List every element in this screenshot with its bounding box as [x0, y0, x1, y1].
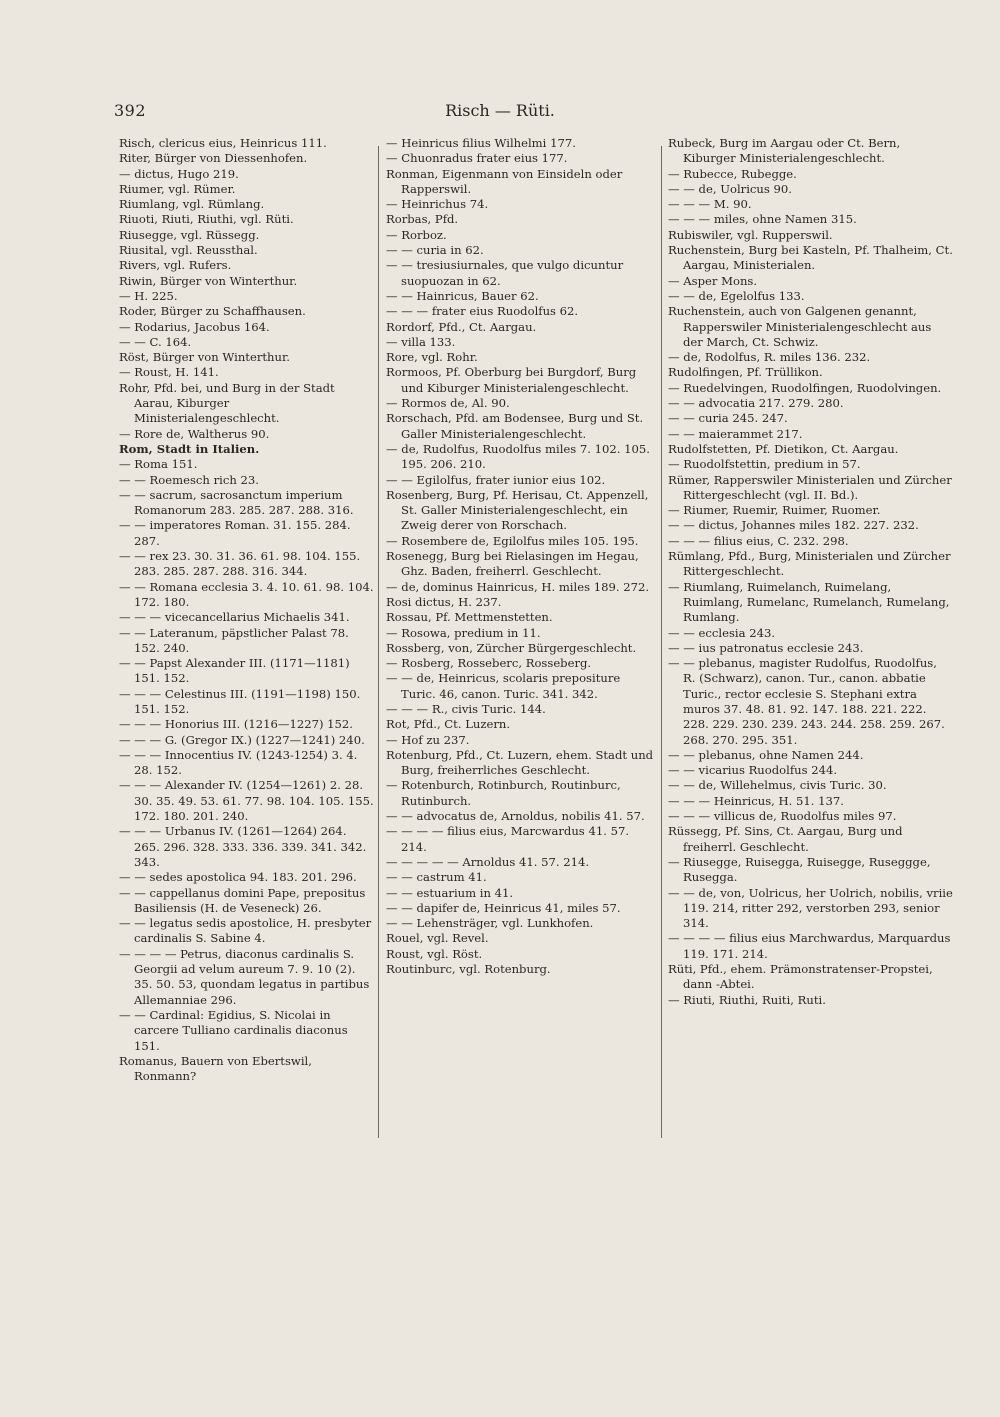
index-entry: — — advocatia 217. 279. 280. [668, 396, 844, 411]
index-entry: — — sacrum, sacrosanctum imperium Romanorum 283. 285. 287. 288. 316. [119, 487, 354, 518]
index-entry: Roder, Bürger zu Schaffhausen. [119, 304, 306, 319]
index-entry: — Chuonradus frater eius 177. [386, 151, 568, 166]
index-entry: — — — vicecancellarius Michaelis 341. [119, 610, 350, 625]
index-entry: — — cappellanus domini Pape, prepositus Basiliensis (H. de Veseneck) 26. [119, 885, 366, 915]
index-entry: — — dapifer de, Heinricus 41, miles 57. [386, 900, 621, 915]
index-entry: — — de, Egelolfus 133. [668, 288, 805, 303]
index-entry: — — vicarius Ruodolfus 244. [668, 763, 838, 778]
index-entry: — Ruodolfstettin, predium in 57. [668, 457, 861, 472]
index-column-2 [386, 136, 658, 977]
index-entry: — — — Alexander IV. (1254—1261) 2. 28. 30. 35. 49. 53. 61. 77. 98. 104. 105. 155. 172. 180. 201. 240. [119, 778, 374, 824]
index-entry: — Riuti, Riuthi, Ruiti, Ruti. [668, 992, 826, 1007]
index-column-3 [668, 136, 953, 1008]
column-divider [378, 146, 379, 1138]
index-entry: — — Roemesch rich 23. [119, 472, 259, 487]
index-entry: — — — — — Arnoldus 41. 57. 214. [386, 854, 590, 869]
index-entry: — — castrum 41. [386, 870, 487, 885]
index-entry: — — maierammet 217. [668, 426, 803, 441]
column-divider [661, 146, 662, 1138]
index-entry: Roust, vgl. Röst. [386, 946, 483, 961]
index-entry: — — — R., civis Turic. 144. [386, 701, 546, 716]
index-entry: — H. 225. [119, 288, 178, 303]
index-entry: — de, Rudolfus, Ruodolfus miles 7. 102. 105. 195. 206. 210. [386, 441, 650, 472]
index-entry: Rohr, Pfd. bei, und Burg in der Stadt Aarau, Kiburger Ministerialengeschlecht. [119, 380, 335, 426]
index-entry: — Ruedelvingen, Ruodolfingen, Ruodolvingen. [668, 380, 942, 395]
index-entry: Rivers, vgl. Rufers. [119, 258, 232, 273]
index-entry: — Rosowa, predium in 11. [386, 625, 541, 640]
index-entry: — de, Rodolfus, R. miles 136. 232. [668, 350, 871, 365]
index-entry: — — Egilolfus, frater iunior eius 102. [386, 472, 606, 487]
index-entry: Rore, vgl. Rohr. [386, 350, 478, 365]
index-entry: — Asper Mons. [668, 273, 758, 288]
index-entry: Riumlang, vgl. Rümlang. [119, 197, 265, 212]
index-entry: — — — Urbanus IV. (1261—1264) 264. 265. 296. 328. 333. 336. 339. 341. 342. 343. [119, 824, 367, 869]
index-entry: — Roma 151. [119, 457, 198, 472]
index-entry: — dictus, Hugo 219. [119, 166, 239, 181]
index-entry: — — Romana ecclesia 3. 4. 10. 61. 98. 104. 172. 180. [119, 579, 374, 609]
index-entry: Rorbas, Pfd. [386, 212, 459, 227]
index-entry: — — Hainricus, Bauer 62. [386, 288, 539, 303]
index-entry: — — ius patronatus ecclesie 243. [668, 640, 864, 655]
index-entry: Rossau, Pf. Mettmenstetten. [386, 610, 553, 625]
index-column-1 [119, 136, 375, 1084]
index-entry: — — — miles, ohne Namen 315. [668, 212, 857, 227]
index-entry: Rosenegg, Burg bei Rielasingen im Hegau, Ghz. Baden, freiherrl. Geschlecht. [386, 549, 639, 579]
index-entry: — — — frater eius Ruodolfus 62. [386, 304, 579, 319]
index-entry: — — curia in 62. [386, 243, 484, 258]
index-entry: — — — Innocentius IV. (1243-1254) 3. 4. 28. 152. [119, 747, 358, 778]
index-entry: — Rodarius, Jacobus 164. [119, 319, 270, 334]
index-entry: Rot, Pfd., Ct. Luzern. [386, 717, 511, 732]
index-entry: Riwin, Bürger von Winterthur. [119, 273, 298, 288]
index-entry: — de, dominus Hainricus, H. miles 189. 272. [386, 579, 650, 594]
index-entry: Rom, Stadt in Italien. [119, 441, 260, 456]
index-entry: Rordorf, Pfd., Ct. Aargau. [386, 319, 537, 334]
index-entry: — Heinricus filius Wilhelmi 177. [386, 136, 576, 150]
index-entry: — — plebanus, ohne Namen 244. [668, 747, 864, 762]
index-entry: Ronman, Eigenmann von Einsideln oder Rapperswil. [386, 166, 623, 196]
index-entry: Risch, clericus eius, Heinricus 111. [119, 136, 327, 150]
index-entry: — Riumer, Ruemir, Ruimer, Ruomer. [668, 503, 881, 518]
index-entry: — — — villicus de, Ruodolfus miles 97. [668, 809, 897, 824]
index-entry: — — estuarium in 41. [386, 885, 514, 900]
index-entry: Rubeck, Burg im Aargau oder Ct. Bern, Kiburger Ministerialengeschlecht. [668, 136, 901, 166]
index-entry: — — C. 164. [119, 334, 192, 349]
index-entry: — — — Celestinus III. (1191—1198) 150. 151. 152. [119, 686, 361, 716]
index-entry: — Rosberg, Rosseberc, Rosseberg. [386, 656, 592, 671]
index-entry: Rümer, Rapperswiler Ministerialen und Zürcher Rittergeschlecht (vgl. II. Bd.). [668, 472, 952, 502]
index-entry: Rubiswiler, vgl. Rupperswil. [668, 227, 833, 242]
index-entry: Ruchenstein, auch von Galgenen genannt, Rapperswiler Ministerialengeschlecht aus der March, Ct. Schwiz. [668, 304, 932, 349]
index-entry: Rossberg, von, Zürcher Bürgergeschlecht. [386, 640, 637, 655]
index-entry: — Riumlang, Ruimelanch, Ruimelang, Ruimlang, Rumelanc, Rumelanch, Rumelang, Rumlang. [668, 579, 950, 625]
index-entry: — — — — Petrus, diaconus cardinalis S. Georgii ad velum aureum 7. 9. 10 (2). 35. 50. 53, quondam legatus in partibus Allemanniae 296. [119, 946, 370, 1007]
index-entry: Rouel, vgl. Revel. [386, 931, 489, 946]
index-entry: — Rorboz. [386, 227, 447, 242]
index-entry: Rorschach, Pfd. am Bodensee, Burg und St. Galler Ministerialengeschlecht. [386, 411, 644, 441]
index-entry: — — rex 23. 30. 31. 36. 61. 98. 104. 155. 283. 285. 287. 288. 316. 344. [119, 549, 361, 579]
index-entry: — Rubecce, Rubegge. [668, 166, 797, 181]
index-entry: — — de, Willehelmus, civis Turic. 30. [668, 778, 887, 793]
index-entry: — Rore de, Waltherus 90. [119, 426, 270, 441]
index-entry: Romanus, Bauern von Ebertswil, Ronmann? [119, 1053, 312, 1084]
index-entry: Rotenburg, Pfd., Ct. Luzern, ehem. Stadt und Burg, freiherrliches Geschlecht. [386, 747, 654, 778]
index-entry: — — de, von, Uolricus, her Uolrich, nobilis, vriie 119. 214, ritter 292, verstorben 293, senior 314. [668, 885, 953, 931]
index-entry: Rosenberg, Burg, Pf. Herisau, Ct. Appenzell, St. Galler Ministerialengeschlecht, ein Zweig derer von Rorschach. [386, 487, 649, 533]
index-entry: Riter, Bürger von Diessenhofen. [119, 151, 308, 166]
index-entry: — — — — filius eius, Marcwardus 41. 57. 214. [386, 824, 630, 854]
index-entry: Rudolfstetten, Pf. Dietikon, Ct. Aargau. [668, 441, 899, 456]
running-head: Risch — Rüti. [445, 101, 555, 120]
index-entry: — — — Heinricus, H. 51. 137. [668, 793, 844, 808]
index-entry: — — — G. (Gregor IX.) (1227—1241) 240. [119, 732, 365, 747]
index-entry: Rüti, Pfd., ehem. Prämonstratenser-Propstei, dann -Abtei. [668, 962, 933, 992]
index-entry: — — de, Uolricus 90. [668, 181, 792, 196]
index-entry: — — Papst Alexander III. (1171—1181) 151. 152. [119, 656, 350, 686]
index-entry: Rudolfingen, Pf. Trüllikon. [668, 365, 823, 380]
index-entry: Riusegge, vgl. Rüssegg. [119, 227, 260, 242]
index-entry: — — sedes apostolica 94. 183. 201. 296. [119, 870, 357, 885]
index-entry: — — — Honorius III. (1216—1227) 152. [119, 717, 353, 732]
index-entry: Rosi dictus, H. 237. [386, 594, 502, 609]
index-entry: — — — filius eius, C. 232. 298. [668, 533, 849, 548]
index-entry: Riumer, vgl. Rümer. [119, 181, 236, 196]
index-entry: — — Lehensträger, vgl. Lunkhofen. [386, 916, 594, 931]
index-entry: — — plebanus, magister Rudolfus, Ruodolfus, R. (Schwarz), canon. Tur., canon. abbatie Turic., rector ecclesie S. Stephani extra muros 37. 48. 81. 92. 147. 188. 221. 222. 228. 229. 230. 239. 243. 244. 258. 259. 267. 268. 270. 295. 351. [668, 656, 945, 747]
index-entry: — Heinrichus 74. [386, 197, 489, 212]
index-entry: — — de, Heinricus, scolaris prepositure Turic. 46, canon. Turic. 341. 342. [386, 671, 621, 701]
index-entry: — villa 133. [386, 334, 456, 349]
index-entry: — — — M. 90. [668, 197, 752, 212]
index-entry: — Rosembere de, Egilolfus miles 105. 195. [386, 533, 639, 548]
index-entry: — — Cardinal: Egidius, S. Nicolai in carcere Tulliano cardinalis diaconus 151. [119, 1007, 348, 1053]
index-entry: — — legatus sedis apostolice, H. presbyter cardinalis S. Sabine 4. [119, 916, 372, 946]
index-entry: — Roust, H. 141. [119, 365, 219, 380]
index-entry: Riuoti, Riuti, Riuthi, vgl. Rüti. [119, 212, 294, 227]
index-entry: — — imperatores Roman. 31. 155. 284. 287. [119, 518, 351, 548]
index-entry: Routinburc, vgl. Rotenburg. [386, 962, 551, 977]
index-entry: — Rotenburch, Rotinburch, Routinburc, Rutinburch. [386, 778, 621, 808]
index-entry: — Riusegge, Ruisegga, Ruisegge, Ruseggge, Rusegga. [668, 854, 931, 885]
index-entry: Ruchenstein, Burg bei Kasteln, Pf. Thalheim, Ct. Aargau, Ministerialen. [668, 243, 953, 273]
index-entry: — — tresiusiurnales, que vulgo dicuntur suopuozan in 62. [386, 258, 624, 288]
index-entry: — — dictus, Johannes miles 182. 227. 232. [668, 518, 919, 533]
index-entry: Riusital, vgl. Reussthal. [119, 243, 258, 258]
index-entry: Röst, Bürger von Winterthur. [119, 350, 290, 365]
index-entry: Rümlang, Pfd., Burg, Ministerialen und Zürcher Rittergeschlecht. [668, 549, 951, 579]
index-entry: Rüssegg, Pf. Sins, Ct. Aargau, Burg und freiherrl. Geschlecht. [668, 824, 903, 854]
index-entry: — — advocatus de, Arnoldus, nobilis 41. 57. [386, 809, 645, 824]
index-entry: — — curia 245. 247. [668, 411, 788, 426]
index-entry: Rormoos, Pf. Oberburg bei Burgdorf, Burg und Kiburger Ministerialengeschlecht. [386, 365, 637, 395]
index-entry: — — Lateranum, päpstlicher Palast 78. 152. 240. [119, 625, 349, 655]
index-entry: — Rormos de, Al. 90. [386, 396, 510, 411]
index-entry: — — — — filius eius Marchwardus, Marquardus 119. 171. 214. [668, 931, 951, 961]
index-entry: — — ecclesia 243. [668, 625, 776, 640]
index-entry: — Hof zu 237. [386, 732, 470, 747]
page-number: 392 [114, 101, 147, 120]
